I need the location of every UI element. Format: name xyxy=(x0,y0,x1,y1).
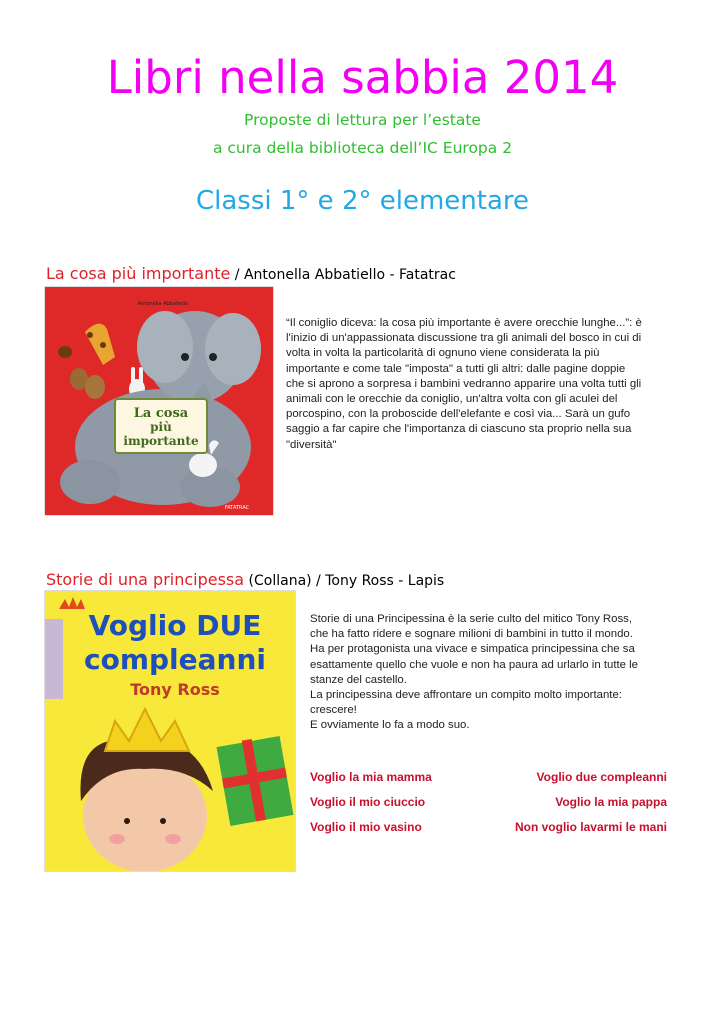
book-1-cover-title-3: importante xyxy=(123,434,199,448)
page-title: Libri nella sabbia 2014 xyxy=(106,51,619,104)
book-1-credits: / Antonella Abbatiello - Fatatrac xyxy=(230,267,456,283)
book-1-cover-title-2: più xyxy=(150,420,172,434)
subtitle-line-2: a cura della biblioteca dell’IC Europa 2 xyxy=(212,139,513,157)
book-1-cover-author: Antonella Abbatiello xyxy=(137,301,189,307)
series-item-right: Non voglio lavarmi le mani xyxy=(514,820,667,834)
book-2-description-paragraph: Ha per protagonista una vivace e simpatica principessina che sa esattamente quello che vuole e non ha paura ad urlarlo in tutte le stanze del castello. xyxy=(310,643,639,686)
series-item-right: Voglio due compleanni xyxy=(536,770,667,784)
book-2-cover-illustration xyxy=(45,591,295,871)
book-1-heading xyxy=(46,264,456,285)
book-2-cover-author: Tony Ross xyxy=(130,680,220,699)
book-2-description-paragraph: La principessina deve affrontare un compito molto importante: crescere! xyxy=(310,689,622,717)
book-2-cover-title-2: compleanni xyxy=(84,643,266,676)
book-1-cover-title-1: La cosa xyxy=(133,406,189,421)
book-1-cover xyxy=(44,286,274,516)
book-2-description xyxy=(310,612,640,734)
book-2-credits: (Collana) / Tony Ross - Lapis xyxy=(244,573,445,589)
subtitle-line-1: Proposte di lettura per l’estate xyxy=(244,111,481,129)
book-2-title: Storie di una principessa xyxy=(46,570,245,589)
book-1-cover-publisher: FATATRAC xyxy=(224,505,250,511)
class-heading: Classi 1° e 2° elementare xyxy=(195,186,530,216)
series-item-left: Voglio il mio ciuccio xyxy=(310,795,426,809)
book-2-description-paragraph: E ovviamente lo fa a modo suo. xyxy=(310,719,470,732)
book-2-heading xyxy=(46,570,444,591)
book-2-description-paragraph: Storie di una Principessina è la serie culto del mitico Tony Ross, che ha fatto ridere e sognare milioni di bambini in tutto il mondo. xyxy=(310,613,633,641)
book-2-cover-title-1: Voglio DUE xyxy=(88,609,262,642)
book-2-cover xyxy=(44,590,296,872)
series-item-right: Voglio la mia pappa xyxy=(555,795,667,809)
series-item-left: Voglio la mia mamma xyxy=(310,770,432,784)
book-1-title: La cosa più importante xyxy=(46,264,231,283)
book-1-cover-illustration xyxy=(45,287,273,515)
book-1-description: “Il coniglio diceva: la cosa più importante è avere orecchie lunghe...”: è l'inizio di un'appassionata discussione tra gli animali del bosco in cui di volta in volta la particolarità di ognuno viene considerata la più importante e come tale "imposta" a tutti gli altri: dalle pagine doppie che si aprono a sorpresa i bambini vedranno apparire una volta tutti gli animali con le orecchie da coniglio, un'altra volta con gli aculei del porcospino, con la proboscide dell'elefante e così via... Sarà un gufo saggio a far capire che l'importanza di ciascuno sta proprio nella sua "diversità" xyxy=(286,317,642,451)
series-item-left: Voglio il mio vasino xyxy=(310,820,422,834)
